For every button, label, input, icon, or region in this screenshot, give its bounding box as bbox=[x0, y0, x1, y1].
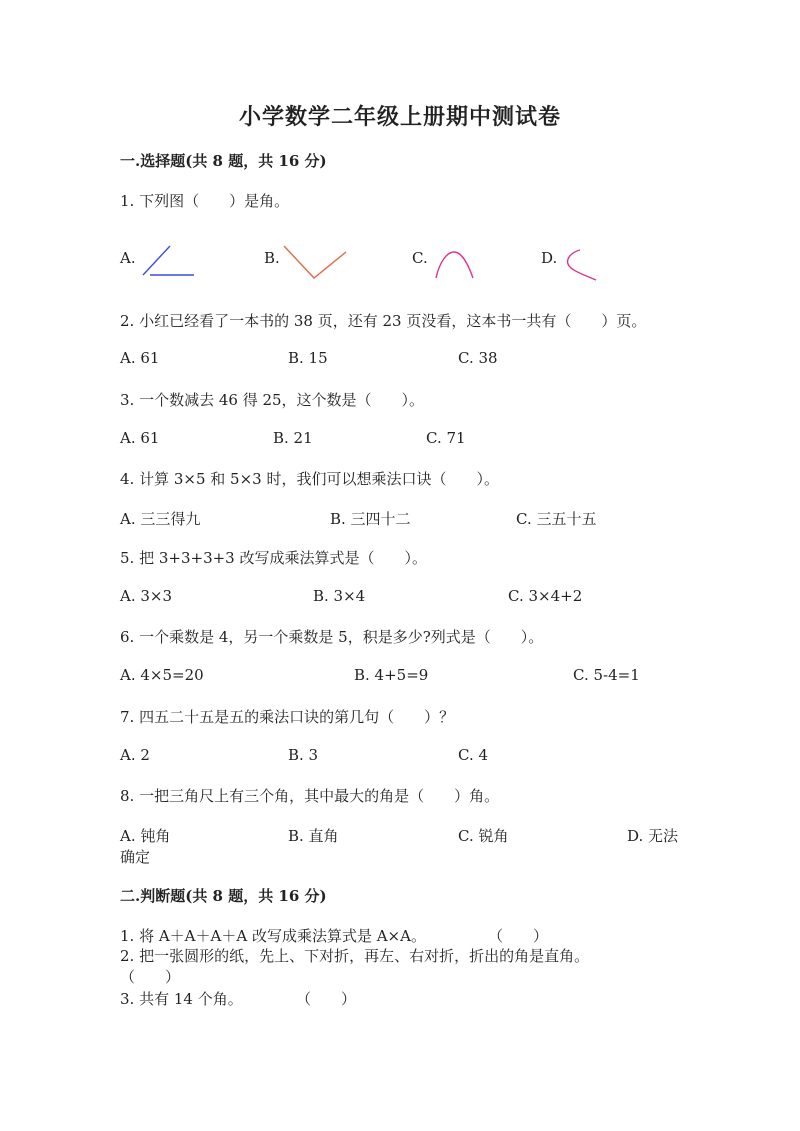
judge-blank-1[interactable]: （ ） bbox=[488, 927, 549, 945]
option-7a: A. 2 bbox=[120, 746, 150, 764]
judge-item-3: 3. 共有 14 个角。 bbox=[120, 990, 243, 1008]
question-5: 5. 把 3+3+3+3 改写成乘法算式是（ ）。 bbox=[120, 549, 427, 567]
option-8d-continued: 确定 bbox=[120, 848, 151, 866]
option-6b: B. 4+5=9 bbox=[354, 666, 429, 684]
option-6c: C. 5-4=1 bbox=[573, 666, 640, 684]
judge-blank-3[interactable]: （ ） bbox=[296, 990, 357, 1008]
judge-blank-2[interactable]: （ ） bbox=[120, 968, 181, 986]
angle-figure-b bbox=[280, 242, 352, 284]
angle-figure-a bbox=[138, 240, 200, 282]
option-3b: B. 21 bbox=[273, 429, 313, 447]
question-1: 1. 下列图（ ）是角。 bbox=[120, 192, 290, 210]
option-3c: C. 71 bbox=[426, 429, 466, 447]
option-5c: C. 3×4+2 bbox=[508, 587, 583, 605]
judge-item-2: 2. 把一张圆形的纸，先上、下对折，再左、右对折，折出的角是直角。 bbox=[120, 947, 590, 965]
option-8a: A. 钝角 bbox=[120, 827, 171, 845]
option-1d: D. bbox=[541, 249, 558, 267]
question-3: 3. 一个数减去 46 得 25，这个数是（ ）。 bbox=[120, 391, 425, 409]
option-8b: B. 直角 bbox=[288, 827, 339, 845]
option-2a: A. 61 bbox=[120, 349, 160, 367]
option-7b: B. 3 bbox=[288, 746, 319, 764]
option-2b: B. 15 bbox=[288, 349, 328, 367]
option-5a: A. 3×3 bbox=[120, 587, 173, 605]
option-6a: A. 4×5=20 bbox=[120, 666, 204, 684]
question-6: 6. 一个乘数是 4，另一个乘数是 5，积是多少?列式是（ ）。 bbox=[120, 628, 544, 646]
question-2: 2. 小红已经看了一本书的 38 页，还有 23 页没看，这本书一共有（ ）页。 bbox=[120, 312, 647, 330]
option-8c: C. 锐角 bbox=[458, 827, 509, 845]
option-3a: A. 61 bbox=[120, 429, 160, 447]
option-8d: D. 无法 bbox=[627, 827, 679, 845]
page-title: 小学数学二年级上册期中测试卷 bbox=[238, 104, 561, 130]
curve-figure-d bbox=[560, 242, 610, 284]
judge-item-1: 1. 将 A＋A＋A＋A 改写成乘法算式是 A×A。 bbox=[120, 927, 426, 945]
option-1a: A. bbox=[120, 249, 136, 267]
option-4c: C. 三五十五 bbox=[516, 510, 597, 528]
option-1c: C. bbox=[412, 249, 428, 267]
option-4a: A. 三三得九 bbox=[120, 510, 201, 528]
question-8: 8. 一把三角尺上有三个角，其中最大的角是（ ）角。 bbox=[120, 787, 500, 805]
option-2c: C. 38 bbox=[458, 349, 498, 367]
option-5b: B. 3×4 bbox=[313, 587, 366, 605]
option-4b: B. 三四十二 bbox=[330, 510, 411, 528]
arc-figure-c bbox=[430, 242, 480, 284]
option-1b: B. bbox=[264, 249, 280, 267]
question-4: 4. 计算 3×5 和 5×3 时，我们可以想乘法口诀（ ）。 bbox=[120, 470, 499, 488]
section-heading-choice: 一.选择题(共 8 题，共 16 分) bbox=[120, 152, 327, 170]
question-7: 7. 四五二十五是五的乘法口诀的第几句（ ）？ bbox=[120, 708, 455, 726]
section-heading-judge: 二.判断题(共 8 题，共 16 分) bbox=[120, 887, 327, 905]
option-7c: C. 4 bbox=[458, 746, 489, 764]
